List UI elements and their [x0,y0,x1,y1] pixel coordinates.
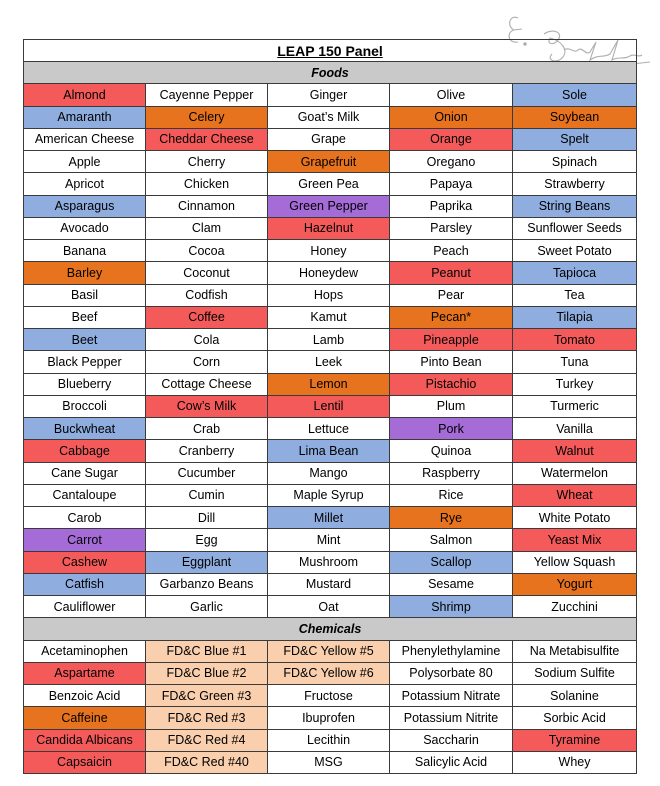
item-cell: Tuna [513,351,637,373]
item-cell: Carrot [24,529,146,551]
item-cell: Catfish [24,573,146,595]
item-cell: American Cheese [24,128,146,150]
item-cell: Garlic [146,596,268,618]
item-cell: Plum [390,395,513,417]
item-cell: Salmon [390,529,513,551]
item-cell: Grape [268,128,390,150]
item-cell: FD&C Yellow #6 [268,662,390,684]
item-cell: Codfish [146,284,268,306]
item-cell: Coconut [146,262,268,284]
item-cell: Lentil [268,395,390,417]
item-cell: Caffeine [24,707,146,729]
item-cell: FD&C Blue #2 [146,662,268,684]
item-cell: Ibuprofen [268,707,390,729]
item-cell: Mint [268,529,390,551]
item-cell: Blueberry [24,373,146,395]
item-cell: Orange [390,128,513,150]
table-row [24,173,637,195]
item-cell: Egg [146,529,268,551]
item-cell: Lettuce [268,418,390,440]
item-cell: Basil [24,284,146,306]
title-row [24,40,637,62]
item-cell: Cinnamon [146,195,268,217]
item-cell: Cane Sugar [24,462,146,484]
item-cell: Fructose [268,685,390,707]
item-cell: Corn [146,351,268,373]
item-cell: Solanine [513,685,637,707]
item-cell: Tyramine [513,729,637,751]
item-cell: Sole [513,84,637,106]
item-cell: Pistachio [390,373,513,395]
table-row [24,685,637,707]
item-cell: Lamb [268,329,390,351]
table-row [24,662,637,684]
panel-body [24,40,637,774]
item-cell: Peach [390,240,513,262]
item-cell: Cherry [146,151,268,173]
item-cell: Wheat [513,484,637,506]
item-cell: Mango [268,462,390,484]
item-cell: Cheddar Cheese [146,128,268,150]
item-cell: Lecithin [268,729,390,751]
item-cell: Cumin [146,484,268,506]
item-cell: Salicylic Acid [390,751,513,773]
item-cell: Sodium Sulfite [513,662,637,684]
item-cell: Cantaloupe [24,484,146,506]
item-cell: Honey [268,240,390,262]
item-cell: String Beans [513,195,637,217]
item-cell: Apricot [24,173,146,195]
leap-panel-table [23,39,637,774]
item-cell: FD&C Yellow #5 [268,640,390,662]
item-cell: Cayenne Pepper [146,84,268,106]
table-row [24,284,637,306]
panel-title: LEAP 150 Panel [24,40,637,62]
item-cell: Yellow Squash [513,551,637,573]
item-cell: Cow’s Milk [146,395,268,417]
item-cell: FD&C Red #3 [146,707,268,729]
item-cell: Green Pea [268,173,390,195]
item-cell: Carob [24,507,146,529]
item-cell: Cottage Cheese [146,373,268,395]
item-cell: Acetaminophen [24,640,146,662]
table-row [24,128,637,150]
item-cell: Apple [24,151,146,173]
section-header-row [24,62,637,84]
table-row [24,573,637,595]
item-cell: Tapioca [513,262,637,284]
item-cell: Lemon [268,373,390,395]
item-cell: FD&C Green #3 [146,685,268,707]
item-cell: Spelt [513,128,637,150]
section-header-chemicals: Chemicals [24,618,637,640]
item-cell: Leek [268,351,390,373]
item-cell: Watermelon [513,462,637,484]
item-cell: Beef [24,306,146,328]
item-cell: Tea [513,284,637,306]
item-cell: Saccharin [390,729,513,751]
item-cell: Dill [146,507,268,529]
item-cell: Ginger [268,84,390,106]
item-cell: Sunflower Seeds [513,217,637,239]
item-cell: Sorbic Acid [513,707,637,729]
item-cell: Hazelnut [268,217,390,239]
item-cell: Whey [513,751,637,773]
item-cell: Tomato [513,329,637,351]
item-cell: Green Pepper [268,195,390,217]
item-cell: Capsaicin [24,751,146,773]
table-row [24,84,637,106]
item-cell: Black Pepper [24,351,146,373]
item-cell: Cranberry [146,440,268,462]
item-cell: Aspartame [24,662,146,684]
item-cell: Beet [24,329,146,351]
item-cell: Celery [146,106,268,128]
item-cell: Broccoli [24,395,146,417]
item-cell: Maple Syrup [268,484,390,506]
item-cell: Yogurt [513,573,637,595]
item-cell: Eggplant [146,551,268,573]
item-cell: Kamut [268,306,390,328]
item-cell: Garbanzo Beans [146,573,268,595]
item-cell: Lima Bean [268,440,390,462]
table-row [24,462,637,484]
table-row [24,440,637,462]
item-cell: Onion [390,106,513,128]
item-cell: Buckwheat [24,418,146,440]
item-cell: Amaranth [24,106,146,128]
item-cell: Parsley [390,217,513,239]
item-cell: Paprika [390,195,513,217]
item-cell: Sweet Potato [513,240,637,262]
item-cell: Tilapia [513,306,637,328]
item-cell: Goat’s Milk [268,106,390,128]
item-cell: FD&C Red #40 [146,751,268,773]
item-cell: MSG [268,751,390,773]
item-cell: Cocoa [146,240,268,262]
item-cell: Cauliflower [24,596,146,618]
item-cell: Honeydew [268,262,390,284]
table-row [24,195,637,217]
item-cell: Pinto Bean [390,351,513,373]
item-cell: Coffee [146,306,268,328]
item-cell: Cucumber [146,462,268,484]
table-row [24,351,637,373]
table-row [24,707,637,729]
table-row [24,507,637,529]
item-cell: Oat [268,596,390,618]
item-cell: Crab [146,418,268,440]
table-row [24,751,637,773]
item-cell: Quinoa [390,440,513,462]
item-cell: Potassium Nitrate [390,685,513,707]
table-row [24,306,637,328]
item-cell: Potassium Nitrite [390,707,513,729]
item-cell: Cabbage [24,440,146,462]
item-cell: Strawberry [513,173,637,195]
item-cell: Turkey [513,373,637,395]
table-row [24,240,637,262]
item-cell: Turmeric [513,395,637,417]
item-cell: Mushroom [268,551,390,573]
table-row [24,106,637,128]
table-row [24,418,637,440]
table-row [24,640,637,662]
item-cell: FD&C Blue #1 [146,640,268,662]
item-cell: Candida Albicans [24,729,146,751]
item-cell: Raspberry [390,462,513,484]
table-row [24,529,637,551]
table-row [24,484,637,506]
item-cell: Vanilla [513,418,637,440]
table-row [24,596,637,618]
item-cell: Asparagus [24,195,146,217]
item-cell: Cola [146,329,268,351]
item-cell: Pork [390,418,513,440]
table-row [24,151,637,173]
item-cell: White Potato [513,507,637,529]
item-cell: Banana [24,240,146,262]
item-cell: Mustard [268,573,390,595]
item-cell: Papaya [390,173,513,195]
item-cell: Polysorbate 80 [390,662,513,684]
item-cell: Walnut [513,440,637,462]
item-cell: Millet [268,507,390,529]
item-cell: Shrimp [390,596,513,618]
item-cell: Spinach [513,151,637,173]
item-cell: Almond [24,84,146,106]
item-cell: Pineapple [390,329,513,351]
section-header-row [24,618,637,640]
section-header-foods: Foods [24,62,637,84]
item-cell: Cashew [24,551,146,573]
item-cell: Barley [24,262,146,284]
item-cell: Chicken [146,173,268,195]
item-cell: Pecan* [390,306,513,328]
table-row [24,329,637,351]
item-cell: Avocado [24,217,146,239]
item-cell: Scallop [390,551,513,573]
item-cell: Pear [390,284,513,306]
item-cell: Sesame [390,573,513,595]
table-row [24,551,637,573]
table-row [24,395,637,417]
item-cell: Soybean [513,106,637,128]
item-cell: Rice [390,484,513,506]
item-cell: Rye [390,507,513,529]
item-cell: Hops [268,284,390,306]
table-row [24,729,637,751]
item-cell: Zucchini [513,596,637,618]
item-cell: Peanut [390,262,513,284]
item-cell: Olive [390,84,513,106]
item-cell: FD&C Red #4 [146,729,268,751]
item-cell: Na Metabisulfite [513,640,637,662]
item-cell: Phenylethylamine [390,640,513,662]
item-cell: Clam [146,217,268,239]
item-cell: Yeast Mix [513,529,637,551]
table-row [24,373,637,395]
item-cell: Benzoic Acid [24,685,146,707]
table-row [24,217,637,239]
table-row [24,262,637,284]
item-cell: Grapefruit [268,151,390,173]
item-cell: Oregano [390,151,513,173]
